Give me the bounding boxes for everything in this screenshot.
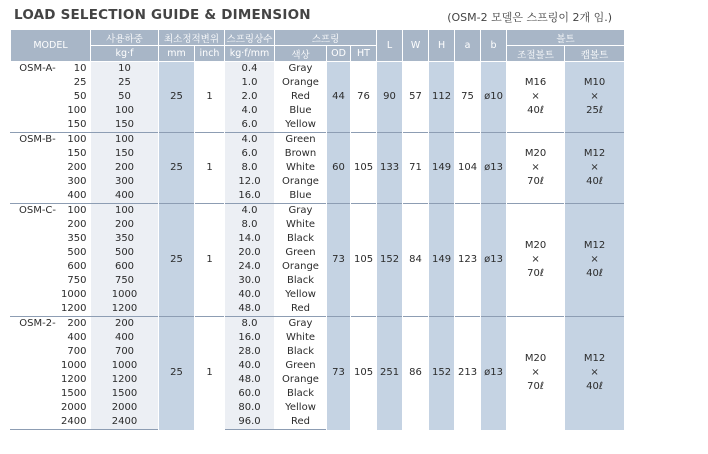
dim-od-cell: 60 xyxy=(327,133,351,204)
model-load: 1200 xyxy=(61,303,87,314)
header-stroke-mm: mm xyxy=(159,46,195,62)
model-load: 150 xyxy=(67,148,87,159)
spring-color-cell: Yellow xyxy=(275,401,327,415)
cap-bolt-line: 40ℓ xyxy=(586,176,603,187)
cap-bolt-line: 40ℓ xyxy=(586,268,603,279)
model-cell xyxy=(11,118,91,133)
model-name: OSM-A- xyxy=(19,63,56,74)
cap-bolt-line: × xyxy=(590,254,599,265)
adjust-bolt-line: M16 xyxy=(524,77,547,88)
model-name: OSM-C- xyxy=(18,205,57,216)
model-load: 750 xyxy=(67,275,87,286)
model-load: 1000 xyxy=(61,289,87,300)
model-load: 1000 xyxy=(61,360,87,371)
spring-rate-cell: 4.0 xyxy=(225,204,275,219)
spring-color-cell: Black xyxy=(275,387,327,401)
load-cell: 150 xyxy=(91,147,159,161)
adjust-bolt-line: M20 xyxy=(524,240,547,251)
spring-rate-cell: 96.0 xyxy=(225,415,275,430)
adjust-bolt-line: × xyxy=(531,254,540,265)
model-cell xyxy=(11,62,91,77)
spring-color-cell: Blue xyxy=(275,104,327,118)
dim-a-cell: 75 xyxy=(455,62,481,133)
header-bolt: 볼트 xyxy=(507,30,625,46)
header-load-unit: kg·f xyxy=(91,46,159,62)
model-load: 200 xyxy=(67,318,87,329)
adjust-bolt-line: 40ℓ xyxy=(527,105,544,116)
adjust-bolt-cell xyxy=(507,204,565,317)
model-cell xyxy=(11,175,91,189)
spring-rate-cell: 24.0 xyxy=(225,260,275,274)
spring-color-cell: Green xyxy=(275,246,327,260)
model-cell xyxy=(11,189,91,204)
page-note: (OSM-2 모델은 스프링이 2개 임.) xyxy=(447,11,612,24)
model-load: 200 xyxy=(67,219,87,230)
adjust-bolt-line: 70ℓ xyxy=(527,268,544,279)
model-load: 200 xyxy=(67,162,87,173)
model-cell xyxy=(11,218,91,232)
load-cell: 100 xyxy=(91,104,159,118)
spring-color-cell: White xyxy=(275,218,327,232)
spring-color-cell: Gray xyxy=(275,204,327,219)
dim-h-cell: 149 xyxy=(429,204,455,317)
model-cell xyxy=(11,76,91,90)
adjust-bolt-line: × xyxy=(531,367,540,379)
load-cell: 500 xyxy=(91,246,159,260)
model-cell xyxy=(11,161,91,175)
model-load: 2400 xyxy=(61,416,87,427)
dim-w-cell: 71 xyxy=(403,133,429,204)
spring-rate-cell: 60.0 xyxy=(225,387,275,401)
adjust-bolt-line: M20 xyxy=(524,148,547,159)
load-cell: 350 xyxy=(91,232,159,246)
spring-rate-cell: 0.4 xyxy=(225,62,275,77)
spring-rate-cell: 4.0 xyxy=(225,133,275,148)
model-cell xyxy=(11,133,91,148)
dim-ht-cell: 105 xyxy=(351,204,377,317)
spring-rate-cell: 48.0 xyxy=(225,302,275,317)
header-b: b xyxy=(481,30,507,62)
dim-w-cell: 86 xyxy=(403,317,429,430)
spring-color-cell: Orange xyxy=(275,76,327,90)
spring-rate-cell: 80.0 xyxy=(225,401,275,415)
model-load: 10 xyxy=(73,63,87,74)
model-load: 400 xyxy=(67,190,87,201)
spring-color-cell: Gray xyxy=(275,317,327,332)
spring-rate-cell: 40.0 xyxy=(225,288,275,302)
header-row-1 xyxy=(11,30,625,46)
load-cell: 400 xyxy=(91,189,159,204)
dim-b-cell: ø13 xyxy=(481,204,507,317)
spring-rate-cell: 16.0 xyxy=(225,331,275,345)
spring-color-cell: Black xyxy=(275,274,327,288)
model-cell xyxy=(11,415,91,430)
load-cell: 200 xyxy=(91,218,159,232)
model-cell xyxy=(11,232,91,246)
cap-bolt-cell xyxy=(565,317,625,430)
model-cell xyxy=(11,359,91,373)
spring-rate-cell: 2.0 xyxy=(225,90,275,104)
load-cell: 1200 xyxy=(91,302,159,317)
model-cell xyxy=(11,373,91,387)
spring-color-cell: Orange xyxy=(275,260,327,274)
spring-color-cell: Brown xyxy=(275,147,327,161)
stroke-inch-cell: 1 xyxy=(195,133,225,204)
spring-rate-cell: 48.0 xyxy=(225,373,275,387)
adjust-bolt-line: × xyxy=(531,162,540,173)
spring-color-cell: White xyxy=(275,161,327,175)
model-load: 2000 xyxy=(61,402,87,413)
load-selection-table xyxy=(10,29,625,430)
cap-bolt-line: M12 xyxy=(583,240,606,251)
header-L: L xyxy=(377,30,403,62)
cap-bolt-line: 40ℓ xyxy=(586,381,603,393)
spring-color-cell: Green xyxy=(275,359,327,373)
dim-a-cell: 104 xyxy=(455,133,481,204)
cap-bolt-line: × xyxy=(590,91,599,102)
load-cell: 10 xyxy=(91,62,159,77)
model-cell xyxy=(11,345,91,359)
spring-color-cell: Yellow xyxy=(275,288,327,302)
dim-od-cell: 44 xyxy=(327,62,351,133)
dim-h-cell: 112 xyxy=(429,62,455,133)
cap-bolt-line: M12 xyxy=(583,353,606,365)
model-cell xyxy=(11,90,91,104)
spring-color-cell: Orange xyxy=(275,373,327,387)
header-spring: 스프링 xyxy=(275,30,377,46)
table-row xyxy=(11,204,625,219)
page-title: LOAD SELECTION GUIDE & DIMENSION xyxy=(14,7,311,23)
model-cell xyxy=(11,401,91,415)
header-rate-unit: kg·f/mm xyxy=(225,46,275,62)
load-cell: 1500 xyxy=(91,387,159,401)
dim-l-cell: 251 xyxy=(377,317,403,430)
stroke-inch-cell: 1 xyxy=(195,204,225,317)
stroke-mm-cell: 25 xyxy=(159,62,195,133)
model-name: OSM-B- xyxy=(19,134,56,145)
dim-w-cell: 57 xyxy=(403,62,429,133)
model-load: 25 xyxy=(73,77,87,88)
load-cell: 600 xyxy=(91,260,159,274)
spring-rate-cell: 40.0 xyxy=(225,359,275,373)
table-body xyxy=(11,62,625,430)
adjust-bolt-line: 70ℓ xyxy=(527,176,544,187)
load-cell: 2400 xyxy=(91,415,159,430)
model-cell xyxy=(11,260,91,274)
model-load: 100 xyxy=(67,205,87,216)
load-cell: 2000 xyxy=(91,401,159,415)
dim-ht-cell: 105 xyxy=(351,133,377,204)
model-load: 100 xyxy=(67,134,87,145)
model-cell xyxy=(11,246,91,260)
load-cell: 200 xyxy=(91,317,159,332)
header-load: 사용하중 xyxy=(91,30,159,46)
header-ht: HT xyxy=(351,46,377,62)
spring-rate-cell: 6.0 xyxy=(225,118,275,133)
model-load: 1200 xyxy=(61,374,87,385)
cap-bolt-line: 25ℓ xyxy=(586,105,603,116)
spring-color-cell: Green xyxy=(275,133,327,148)
spring-rate-cell: 8.0 xyxy=(225,161,275,175)
dim-ht-cell: 105 xyxy=(351,317,377,430)
spring-color-cell: White xyxy=(275,331,327,345)
model-load: 300 xyxy=(67,176,87,187)
load-cell: 400 xyxy=(91,331,159,345)
load-cell: 300 xyxy=(91,175,159,189)
spring-rate-cell: 12.0 xyxy=(225,175,275,189)
dim-ht-cell: 76 xyxy=(351,62,377,133)
adjust-bolt-cell xyxy=(507,133,565,204)
stroke-inch-cell: 1 xyxy=(195,317,225,430)
spring-rate-cell: 20.0 xyxy=(225,246,275,260)
model-load: 700 xyxy=(67,346,87,357)
cap-bolt-line: × xyxy=(590,367,599,379)
adjust-bolt-line: × xyxy=(531,91,540,102)
spring-rate-cell: 4.0 xyxy=(225,104,275,118)
load-cell: 50 xyxy=(91,90,159,104)
spring-rate-cell: 30.0 xyxy=(225,274,275,288)
cap-bolt-line: M12 xyxy=(583,148,606,159)
spring-rate-cell: 1.0 xyxy=(225,76,275,90)
dim-h-cell: 152 xyxy=(429,317,455,430)
spring-rate-cell: 8.0 xyxy=(225,317,275,332)
spring-rate-cell: 16.0 xyxy=(225,189,275,204)
header-a: a xyxy=(455,30,481,62)
load-cell: 100 xyxy=(91,204,159,219)
model-load: 400 xyxy=(67,332,87,343)
spring-color-cell: Red xyxy=(275,90,327,104)
model-load: 600 xyxy=(67,261,87,272)
stroke-mm-cell: 25 xyxy=(159,133,195,204)
model-load: 350 xyxy=(67,233,87,244)
dim-l-cell: 152 xyxy=(377,204,403,317)
spring-rate-cell: 28.0 xyxy=(225,345,275,359)
cap-bolt-cell xyxy=(565,204,625,317)
load-cell: 750 xyxy=(91,274,159,288)
header-color: 색상 xyxy=(275,46,327,62)
spring-rate-cell: 8.0 xyxy=(225,218,275,232)
stroke-mm-cell: 25 xyxy=(159,204,195,317)
load-cell: 700 xyxy=(91,345,159,359)
model-cell xyxy=(11,302,91,317)
model-cell xyxy=(11,288,91,302)
header-cap-bolt: 캡볼트 xyxy=(565,46,625,62)
header-W: W xyxy=(403,30,429,62)
spring-color-cell: Gray xyxy=(275,62,327,77)
spring-rate-cell: 6.0 xyxy=(225,147,275,161)
dim-b-cell: ø13 xyxy=(481,317,507,430)
table-row xyxy=(11,317,625,332)
load-cell: 25 xyxy=(91,76,159,90)
adjust-bolt-line: M20 xyxy=(524,353,547,365)
spring-color-cell: Red xyxy=(275,302,327,317)
adjust-bolt-cell xyxy=(507,62,565,133)
stroke-mm-cell: 25 xyxy=(159,317,195,430)
header-rate: 스프링상수 xyxy=(225,30,275,46)
model-cell xyxy=(11,104,91,118)
dim-w-cell: 84 xyxy=(403,204,429,317)
dim-od-cell: 73 xyxy=(327,204,351,317)
model-load: 100 xyxy=(67,105,87,116)
dim-a-cell: 123 xyxy=(455,204,481,317)
cap-bolt-line: × xyxy=(590,162,599,173)
dim-l-cell: 133 xyxy=(377,133,403,204)
table-row xyxy=(11,62,625,77)
load-cell: 100 xyxy=(91,133,159,148)
spring-color-cell: Red xyxy=(275,415,327,430)
adjust-bolt-cell xyxy=(507,317,565,430)
header-adjust-bolt: 조절볼트 xyxy=(507,46,565,62)
header-od: OD xyxy=(327,46,351,62)
dim-h-cell: 149 xyxy=(429,133,455,204)
model-name: OSM-2- xyxy=(19,318,56,329)
load-cell: 1000 xyxy=(91,288,159,302)
model-load: 150 xyxy=(67,119,87,130)
dim-b-cell: ø10 xyxy=(481,62,507,133)
model-cell xyxy=(11,274,91,288)
header-stroke: 최소정적변위 xyxy=(159,30,225,46)
model-cell xyxy=(11,331,91,345)
load-cell: 200 xyxy=(91,161,159,175)
dim-l-cell: 90 xyxy=(377,62,403,133)
dim-a-cell: 213 xyxy=(455,317,481,430)
spring-color-cell: Yellow xyxy=(275,118,327,133)
model-cell xyxy=(11,147,91,161)
spring-color-cell: Black xyxy=(275,232,327,246)
spring-rate-cell: 14.0 xyxy=(225,232,275,246)
spring-color-cell: Blue xyxy=(275,189,327,204)
load-cell: 1200 xyxy=(91,373,159,387)
header-model: MODEL xyxy=(11,30,91,62)
dim-b-cell: ø13 xyxy=(481,133,507,204)
header-H: H xyxy=(429,30,455,62)
model-cell xyxy=(11,387,91,401)
spring-color-cell: Black xyxy=(275,345,327,359)
cap-bolt-cell xyxy=(565,62,625,133)
adjust-bolt-line: 70ℓ xyxy=(527,381,544,393)
table-row xyxy=(11,133,625,148)
spring-color-cell: Orange xyxy=(275,175,327,189)
model-cell xyxy=(11,317,91,332)
dim-od-cell: 73 xyxy=(327,317,351,430)
header-stroke-inch: inch xyxy=(195,46,225,62)
load-cell: 150 xyxy=(91,118,159,133)
cap-bolt-cell xyxy=(565,133,625,204)
model-load: 50 xyxy=(73,91,87,102)
model-load: 1500 xyxy=(61,388,87,399)
cap-bolt-line: M10 xyxy=(583,77,606,88)
model-load: 500 xyxy=(67,247,87,258)
header-row-2 xyxy=(11,46,625,62)
model-cell xyxy=(11,204,91,219)
stroke-inch-cell: 1 xyxy=(195,62,225,133)
load-cell: 1000 xyxy=(91,359,159,373)
